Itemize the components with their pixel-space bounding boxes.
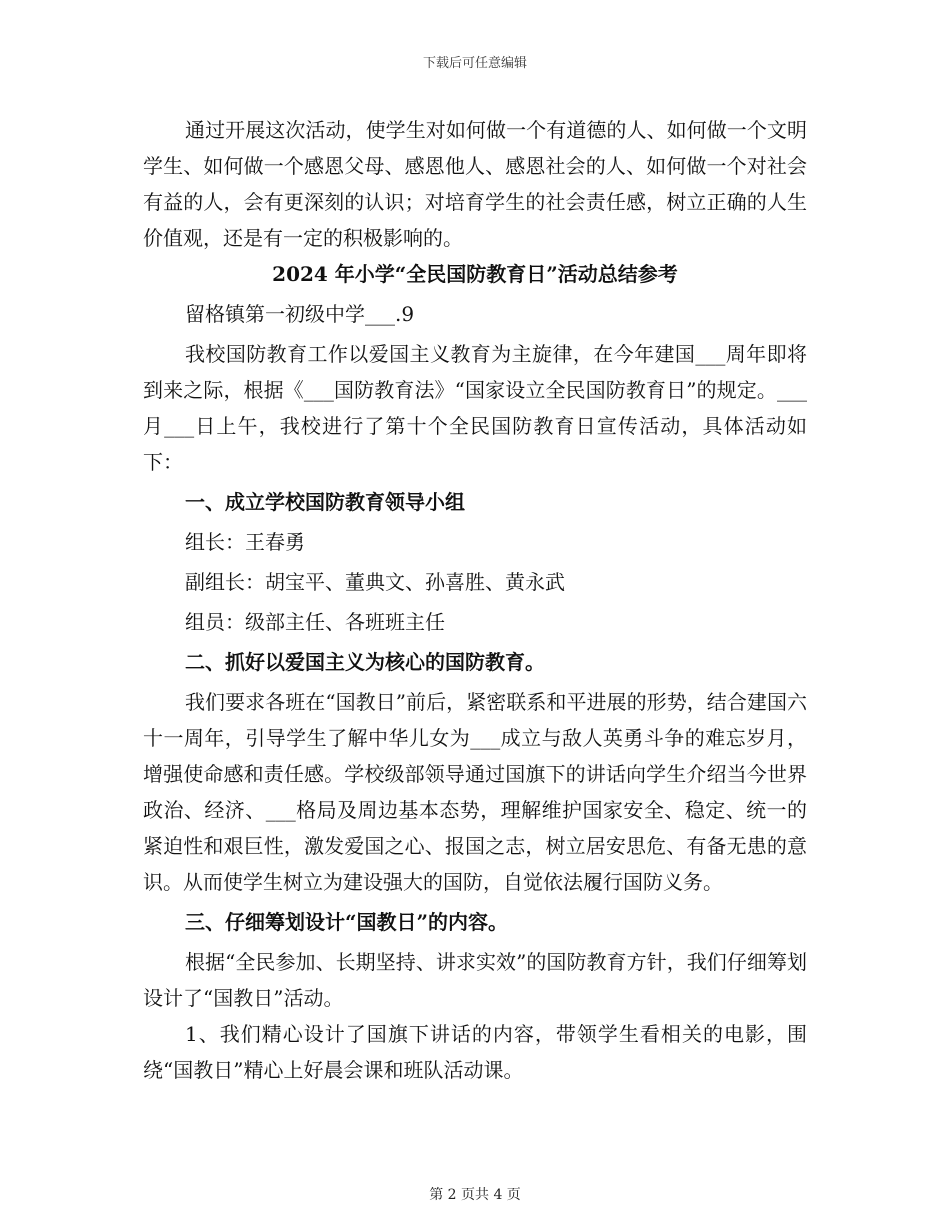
page-header: 下载后可任意编辑 — [422, 56, 527, 71]
paragraph-2: 我们要求各班在“国教日”前后，紧密联系和平进展的形势，结合建国六十一周年，引导学生了解中华儿女为___成立与敌人英勇斗争的难忘岁月，增强使命感和责任感。学校级部领导通过国旗下的讲话向学生介绍当今世界政治、经济、___格局及周边基本态势，理解维护国家安全、稳定、统一的紧迫性和艰巨性，激发爱国之心、报国之志，树立居安思危、有备无患的意识。从而使学生树立为建设强大的国防，自觉依法履行国防义务。 — [143, 690, 807, 894]
school-line: 留格镇第一初级中学___.9 — [185, 302, 415, 326]
section-heading-2: 二、抓好以爱国主义为核心的国防教育。 — [185, 650, 545, 674]
members-line: 组员：级部主任、各班班主任 — [185, 610, 445, 634]
paragraph-4: 1、我们精心设计了国旗下讲话的内容，带领学生看相关的电影，围绕“国教日”精心上好晨会课和班队活动课。 — [143, 1022, 807, 1082]
vice-leader-line: 副组长：胡宝平、董典文、孙喜胜、黄永武 — [185, 570, 565, 594]
leader-line: 组长：王春勇 — [185, 530, 305, 554]
section-heading-1: 一、成立学校国防教育领导小组 — [185, 490, 465, 514]
paragraph-3: 根据“全民参加、长期坚持、讲求实效”的国防教育方针，我们仔细筹划设计了“国教日”活动。 — [143, 950, 807, 1010]
intro-paragraph: 通过开展这次活动，使学生对如何做一个有道德的人、如何做一个文明学生、如何做一个感恩父母、感恩他人、感恩社会的人、如何做一个对社会有益的人，会有更深刻的认识；对培育学生的社会责任感，树立正确的人生价值观，还是有一定的积极影响的。 — [143, 118, 807, 250]
paragraph-1: 我校国防教育工作以爱国主义教育为主旋律，在今年建国___周年即将到来之际，根据《___国防教育法》“国家设立全民国防教育日”的规定。___月___日上午，我校进行了第十个全民国防教育日宣传活动，具体活动如下： — [143, 342, 807, 474]
page-footer: 第 2 页共 4 页 — [429, 1187, 521, 1203]
document-title: 2024 年小学“全民国防教育日”活动总结参考 — [272, 262, 678, 286]
section-heading-3: 三、仔细筹划设计“国教日”的内容。 — [185, 910, 509, 934]
document-body — [143, 112, 807, 1088]
